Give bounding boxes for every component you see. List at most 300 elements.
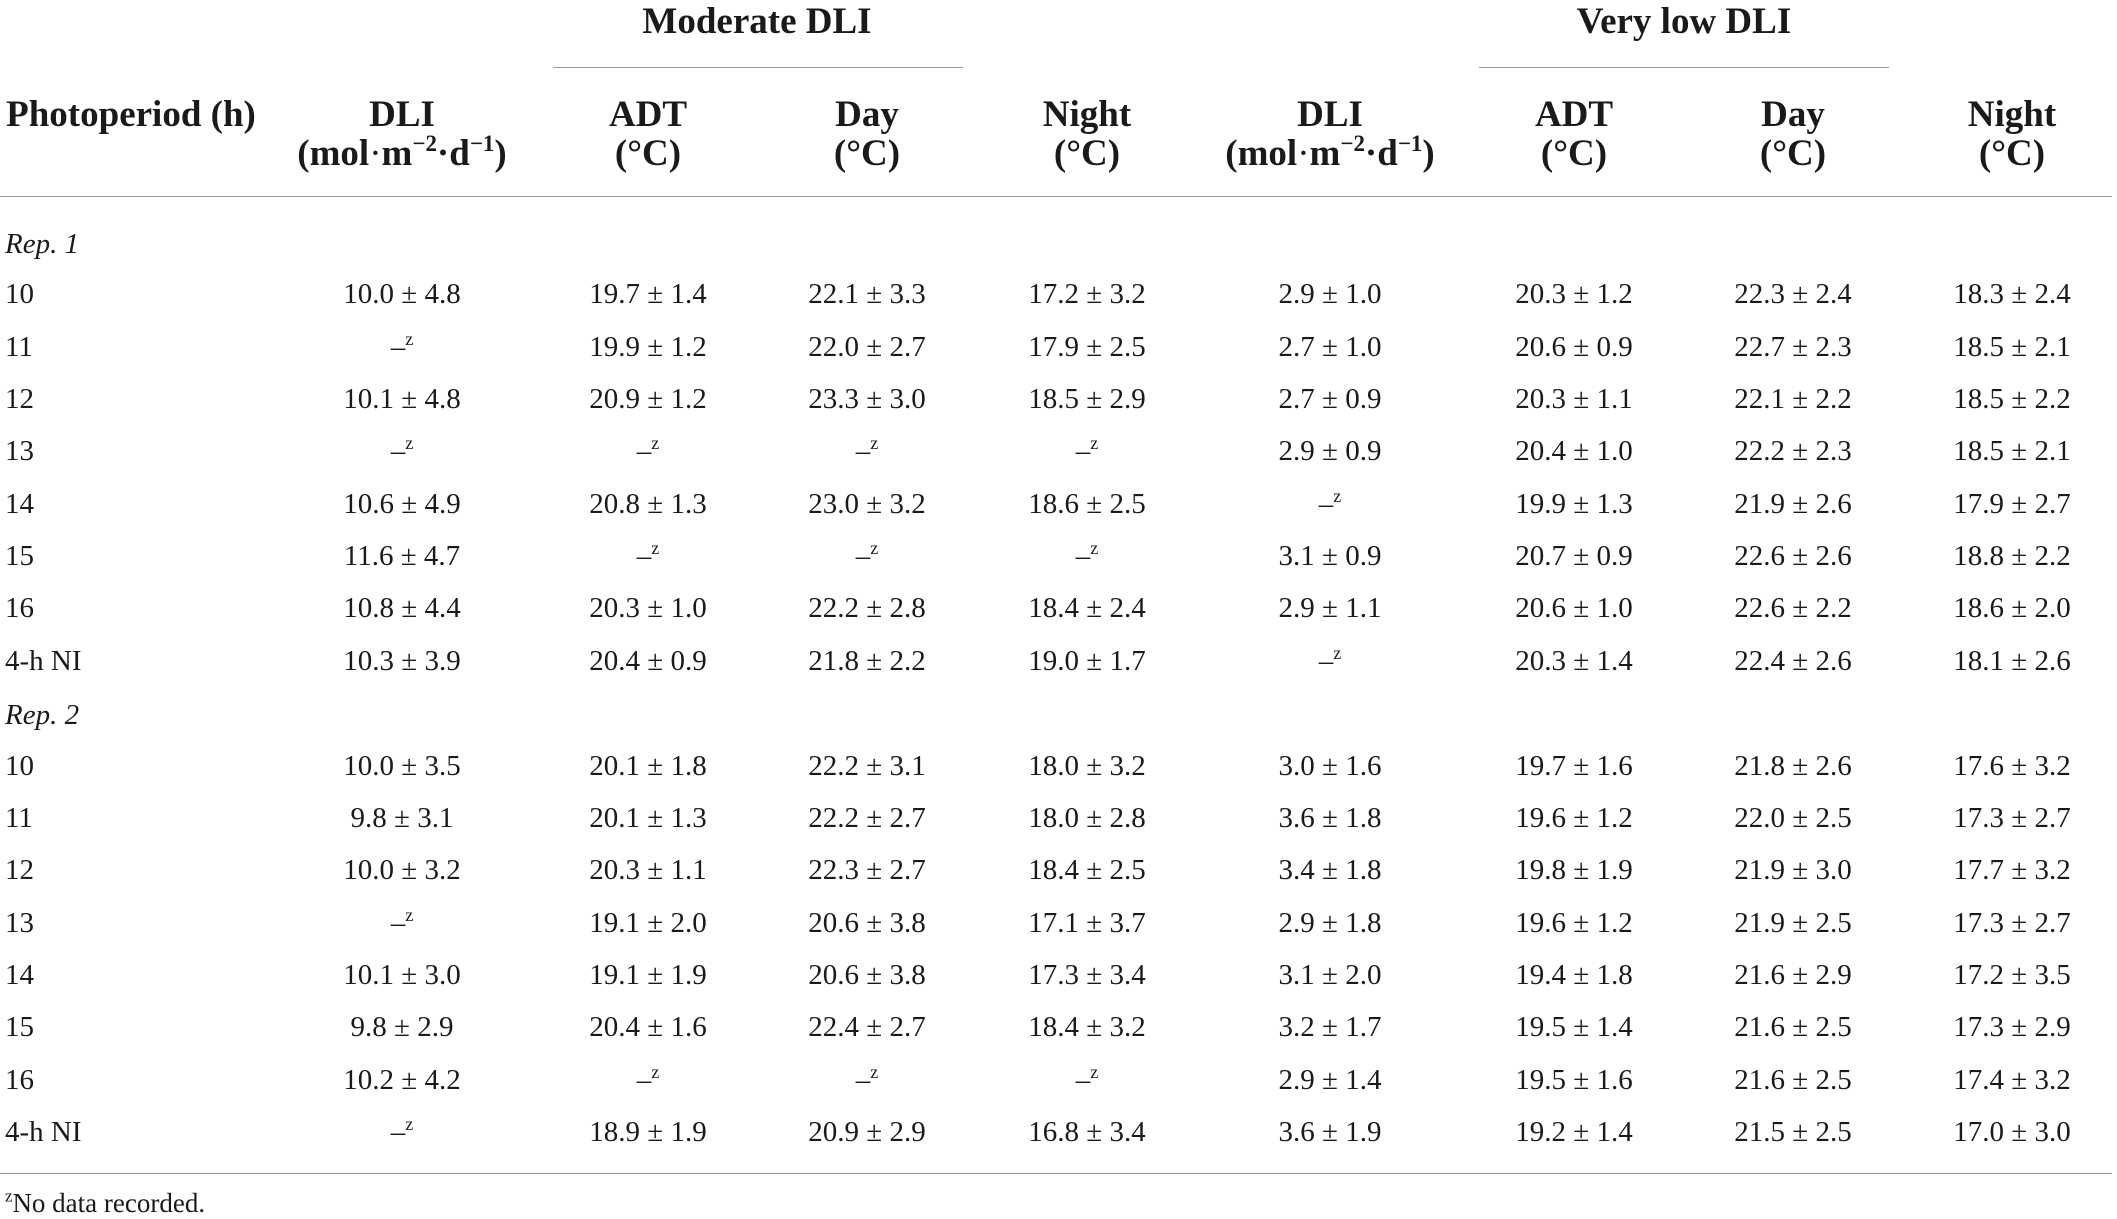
- cell-day-very-low: [1734, 437, 1851, 466]
- cell-value: 17.3 ± 2.7: [1953, 801, 2071, 834]
- section-label: Rep. 1: [5, 228, 80, 260]
- cell-dli-very-low: [1279, 594, 1382, 623]
- cell-value: 9.8 ± 2.9: [350, 1011, 454, 1044]
- cell-value: 16.8 ± 3.4: [1028, 1115, 1146, 1148]
- cell-day-moderate: [808, 958, 926, 991]
- cell-night-very-low: [1953, 437, 2070, 466]
- cell-value: 22.7 ± 2.3: [1734, 330, 1852, 363]
- cell-day-very-low: [1734, 1115, 1852, 1148]
- cell-adt-moderate: [589, 385, 706, 414]
- cell-value: 20.4 ± 0.9: [589, 644, 707, 677]
- cell-photoperiod: 14: [5, 487, 34, 520]
- cell-day-very-low: [1734, 1063, 1852, 1096]
- cell-value: 19.6 ± 1.2: [1515, 906, 1633, 939]
- col-header-night-moderate: Night (°C): [1042, 94, 1132, 174]
- cell-value: 19.2 ± 1.4: [1515, 1115, 1633, 1148]
- cell-adt-very-low: [1515, 644, 1633, 677]
- cell-day-moderate: [808, 385, 925, 414]
- cell-value: 20.9 ± 2.9: [808, 1115, 926, 1148]
- cell-adt-very-low: [1515, 749, 1633, 782]
- cell-day-moderate: [808, 280, 925, 309]
- col-header-dli-very-low: DLI $(mol\cdot m^{-2}\cdot d^{-1})$: [1225, 94, 1435, 174]
- group-rule-moderate: [553, 67, 963, 68]
- cell-dli-moderate: [343, 644, 461, 677]
- cell-dli-very-low: [1279, 542, 1382, 571]
- cell-adt-very-low: [1515, 594, 1632, 623]
- col-header-adt-very-low: ADT (°C): [1534, 94, 1614, 174]
- cell-photoperiod: 12: [5, 854, 34, 887]
- cell-night-very-low: [1953, 330, 2071, 363]
- cell-night-moderate: [1028, 749, 1146, 782]
- cell-value: –: [855, 1063, 871, 1096]
- cell-value: –: [390, 906, 406, 939]
- cell-day-moderate: [855, 1061, 879, 1096]
- cell-night-very-low: [1953, 749, 2071, 782]
- cell-value: 22.0 ± 2.7: [808, 330, 926, 363]
- col-header-day-moderate: Day (°C): [833, 94, 901, 174]
- cell-adt-moderate: [589, 1115, 707, 1148]
- cell-night-very-low: [1953, 542, 2070, 571]
- cell-value: 18.0 ± 2.8: [1028, 801, 1146, 834]
- header-rule: [0, 196, 2112, 197]
- cell-value: 18.5 ± 2.1: [1953, 330, 2071, 363]
- cell-value: 21.9 ± 3.0: [1734, 854, 1852, 887]
- cell-value: 10.8 ± 4.4: [343, 592, 461, 625]
- cell-dli-moderate: [390, 328, 414, 363]
- cell-night-moderate: [1028, 594, 1145, 623]
- cell-value: 17.4 ± 3.2: [1953, 1063, 2071, 1096]
- cell-adt-moderate: [589, 330, 707, 363]
- cell-dli-very-low: [1278, 1115, 1382, 1148]
- cell-adt-very-low: [1515, 330, 1633, 363]
- cell-value: –: [390, 330, 406, 363]
- cell-dli-very-low: [1279, 280, 1382, 309]
- cell-dli-moderate: [343, 594, 460, 623]
- cell-value: 19.1 ± 1.9: [589, 958, 707, 991]
- cell-dli-very-low: [1278, 958, 1382, 991]
- cell-value: 17.3 ± 3.4: [1028, 958, 1146, 991]
- cell-value: 18.8 ± 2.2: [1953, 540, 2071, 573]
- cell-value: 20.3 ± 1.1: [589, 854, 707, 887]
- cell-value: 17.2 ± 3.2: [1028, 278, 1146, 311]
- cell-value: 10.0 ± 3.5: [343, 749, 461, 782]
- cell-dli-moderate: [343, 385, 460, 414]
- cell-value: 10.1 ± 4.8: [343, 383, 461, 416]
- cell-adt-very-low: [1515, 1063, 1633, 1096]
- cell-value: 18.5 ± 2.2: [1953, 383, 2071, 416]
- cell-dli-very-low: [1279, 385, 1382, 414]
- cell-photoperiod: 15: [5, 540, 34, 573]
- cell-value: 18.1 ± 2.6: [1953, 644, 2071, 677]
- cell-value: 20.3 ± 1.2: [1515, 278, 1633, 311]
- cell-night-moderate: [1028, 1115, 1146, 1148]
- cell-night-very-low: [1953, 958, 2071, 991]
- cell-value: 3.6 ± 1.9: [1278, 1115, 1382, 1148]
- cell-value: 21.9 ± 2.6: [1734, 487, 1852, 520]
- cell-day-moderate: [808, 487, 926, 520]
- cell-day-very-low: [1734, 487, 1852, 520]
- cell-value: 2.7 ± 1.0: [1278, 330, 1382, 363]
- cell-value: 19.7 ± 1.6: [1515, 749, 1633, 782]
- cell-value: 22.1 ± 2.2: [1734, 383, 1852, 416]
- group-rule-very-low: [1479, 67, 1889, 68]
- cell-value: –: [1075, 540, 1091, 573]
- cell-value: 22.1 ± 3.3: [808, 278, 926, 311]
- cell-adt-very-low: [1515, 856, 1632, 885]
- cell-value: 18.5 ± 2.1: [1953, 435, 2071, 468]
- cell-value: 18.5 ± 2.9: [1028, 383, 1146, 416]
- cell-value: 23.0 ± 3.2: [808, 487, 926, 520]
- cell-night-very-low: [1953, 487, 2071, 520]
- cell-value: 22.2 ± 3.1: [808, 749, 926, 782]
- cell-adt-moderate: [589, 958, 707, 991]
- cell-value: 19.5 ± 1.4: [1515, 1011, 1633, 1044]
- cell-night-very-low: [1953, 280, 2070, 309]
- cell-adt-very-low: [1515, 958, 1633, 991]
- cell-value: 22.4 ± 2.7: [808, 1011, 926, 1044]
- col-header-adt-moderate: ADT (°C): [608, 94, 688, 174]
- cell-dli-moderate: [343, 958, 461, 991]
- cell-dli-very-low: [1278, 1063, 1382, 1096]
- cell-dli-moderate: [390, 1113, 414, 1148]
- cell-day-very-low: [1734, 542, 1851, 571]
- cell-value: 2.7 ± 0.9: [1278, 383, 1382, 416]
- nodata-marker: z: [651, 537, 660, 558]
- cell-value: 2.9 ± 1.4: [1278, 1063, 1382, 1096]
- cell-photoperiod: 10: [5, 749, 34, 782]
- cell-value: –: [1318, 487, 1334, 520]
- nodata-marker: z: [405, 433, 414, 454]
- cell-night-moderate: [1075, 433, 1099, 468]
- cell-adt-moderate: [589, 487, 707, 520]
- cell-value: 20.1 ± 1.3: [589, 801, 707, 834]
- cell-day-moderate: [808, 801, 926, 834]
- cell-day-very-low: [1734, 280, 1851, 309]
- cell-value: 20.6 ± 1.0: [1515, 592, 1633, 625]
- cell-night-moderate: [1028, 1013, 1145, 1042]
- cell-night-very-low: [1953, 385, 2070, 414]
- cell-value: 17.6 ± 3.2: [1953, 749, 2071, 782]
- cell-value: 2.9 ± 0.9: [1278, 435, 1382, 468]
- cell-value: –: [636, 540, 652, 573]
- cell-value: 17.2 ± 3.5: [1953, 958, 2071, 991]
- cell-adt-moderate: [589, 594, 706, 623]
- cell-value: 17.9 ± 2.7: [1953, 487, 2071, 520]
- cell-value: 10.2 ± 4.2: [343, 1063, 461, 1096]
- cell-adt-moderate: [589, 749, 707, 782]
- cell-value: 21.6 ± 2.5: [1734, 1011, 1852, 1044]
- cell-adt-moderate: [589, 1013, 706, 1042]
- cell-night-moderate: [1028, 958, 1146, 991]
- cell-value: 10.0 ± 3.2: [343, 854, 461, 887]
- cell-value: 22.2 ± 2.7: [808, 801, 926, 834]
- nodata-marker: z: [405, 904, 414, 925]
- cell-value: 10.3 ± 3.9: [343, 644, 461, 677]
- cell-photoperiod: 15: [5, 1011, 34, 1044]
- cell-adt-moderate: [636, 537, 660, 573]
- cell-value: 20.1 ± 1.8: [589, 749, 707, 782]
- cell-photoperiod: 13: [5, 435, 34, 468]
- cell-value: 22.3 ± 2.7: [808, 854, 926, 887]
- group-header-moderate-dli: Moderate DLI: [642, 1, 872, 42]
- cell-value: –: [390, 1115, 406, 1148]
- cell-night-moderate: [1028, 644, 1146, 677]
- cell-night-moderate: [1028, 801, 1146, 834]
- cell-value: 20.3 ± 1.0: [589, 592, 707, 625]
- cell-day-moderate: [808, 1013, 925, 1042]
- nodata-marker: z: [1090, 537, 1099, 558]
- cell-dli-moderate: [344, 542, 460, 571]
- cell-value: –: [855, 435, 871, 468]
- cell-value: 18.9 ± 1.9: [589, 1115, 707, 1148]
- cell-value: 2.9 ± 1.1: [1278, 592, 1382, 625]
- cell-value: 20.6 ± 3.8: [808, 958, 926, 991]
- cell-value: 22.6 ± 2.6: [1734, 540, 1852, 573]
- cell-value: 20.6 ± 3.8: [808, 906, 926, 939]
- cell-night-moderate: [1028, 385, 1145, 414]
- cell-adt-very-low: [1515, 280, 1632, 309]
- cell-value: 18.3 ± 2.4: [1953, 278, 2071, 311]
- cell-adt-very-low: [1515, 542, 1632, 571]
- cell-value: 20.3 ± 1.4: [1515, 644, 1633, 677]
- cell-value: 3.2 ± 1.7: [1278, 1011, 1382, 1044]
- cell-dli-very-low: [1278, 749, 1382, 782]
- cell-value: –: [390, 435, 406, 468]
- cell-value: 17.9 ± 2.5: [1028, 330, 1146, 363]
- cell-value: 18.6 ± 2.5: [1028, 487, 1146, 520]
- cell-dli-very-low: [1278, 330, 1382, 363]
- cell-day-moderate: [808, 594, 925, 623]
- cell-day-very-low: [1734, 594, 1851, 623]
- cell-dli-very-low: [1318, 642, 1342, 677]
- cell-value: 17.0 ± 3.0: [1953, 1115, 2071, 1148]
- col-header-dli-moderate: DLI $(mol\cdot m^{-2}\cdot d^{-1})$: [297, 94, 507, 174]
- cell-night-moderate: [1028, 856, 1145, 885]
- cell-photoperiod: 16: [5, 1063, 34, 1096]
- cell-dli-very-low: [1318, 485, 1342, 520]
- cell-day-moderate: [808, 330, 926, 363]
- cell-dli-moderate: [390, 433, 414, 468]
- cell-value: 19.7 ± 1.4: [589, 278, 707, 311]
- cell-value: 20.8 ± 1.3: [589, 487, 707, 520]
- cell-adt-very-low: [1515, 1013, 1632, 1042]
- nodata-marker: z: [870, 433, 879, 454]
- cell-value: 10.1 ± 3.0: [343, 958, 461, 991]
- table-bottom-rule: [0, 1173, 2112, 1174]
- cell-dli-moderate: [390, 904, 414, 939]
- cell-day-very-low: [1734, 644, 1852, 677]
- cell-value: 19.9 ± 1.3: [1515, 487, 1633, 520]
- cell-adt-moderate: [636, 433, 660, 468]
- group-header-very-low-dli: Very low DLI: [1576, 1, 1792, 42]
- nodata-marker: z: [870, 537, 879, 558]
- cell-value: –: [636, 435, 652, 468]
- cell-night-very-low: [1953, 1115, 2071, 1148]
- cell-adt-moderate: [589, 801, 707, 834]
- cell-dli-moderate: [343, 856, 460, 885]
- col-header-night-very-low: Night (°C): [1967, 94, 2057, 174]
- cell-adt-moderate: [589, 280, 706, 309]
- nodata-marker: z: [1090, 433, 1099, 454]
- footnote-marker: z: [5, 1186, 13, 1206]
- cell-value: –: [855, 540, 871, 573]
- cell-value: 3.0 ± 1.6: [1278, 749, 1382, 782]
- cell-value: 19.6 ± 1.2: [1515, 801, 1633, 834]
- cell-value: 17.3 ± 2.7: [1953, 906, 2071, 939]
- cell-value: 18.4 ± 2.4: [1028, 592, 1146, 625]
- cell-day-moderate: [808, 644, 926, 677]
- cell-dli-moderate: [351, 1013, 454, 1042]
- cell-value: 22.2 ± 2.8: [808, 592, 926, 625]
- cell-value: 17.1 ± 3.7: [1028, 906, 1146, 939]
- cell-night-moderate: [1075, 537, 1099, 573]
- cell-dli-moderate: [343, 1063, 461, 1096]
- cell-adt-very-low: [1515, 487, 1633, 520]
- cell-day-very-low: [1734, 906, 1852, 939]
- cell-value: 21.8 ± 2.6: [1734, 749, 1852, 782]
- cell-value: 19.9 ± 1.2: [589, 330, 707, 363]
- cell-adt-very-low: [1515, 385, 1632, 414]
- cell-value: 22.0 ± 2.5: [1734, 801, 1852, 834]
- cell-dli-moderate: [343, 487, 461, 520]
- cell-value: 11.6 ± 4.7: [343, 540, 461, 573]
- col-header-photoperiod: Photoperiod (h): [6, 94, 256, 135]
- cell-night-moderate: [1028, 906, 1146, 939]
- cell-photoperiod: 4-h NI: [5, 644, 82, 677]
- cell-dli-very-low: [1279, 1013, 1382, 1042]
- cell-value: 21.6 ± 2.5: [1734, 1063, 1852, 1096]
- nodata-marker: z: [405, 328, 414, 349]
- cell-value: 21.8 ± 2.2: [808, 644, 926, 677]
- nodata-marker: z: [651, 433, 660, 454]
- cell-night-very-low: [1953, 906, 2071, 939]
- cell-value: 19.1 ± 2.0: [589, 906, 707, 939]
- cell-photoperiod: 4-h NI: [5, 1115, 82, 1148]
- cell-value: –: [636, 1063, 652, 1096]
- cell-day-very-low: [1734, 958, 1852, 991]
- cell-adt-very-low: [1515, 1115, 1633, 1148]
- cell-dli-very-low: [1279, 437, 1382, 466]
- cell-dli-very-low: [1278, 906, 1382, 939]
- cell-value: 3.4 ± 1.8: [1278, 854, 1382, 887]
- cell-day-very-low: [1734, 1013, 1851, 1042]
- cell-value: 20.6 ± 0.9: [1515, 330, 1633, 363]
- cell-value: 20.4 ± 1.6: [589, 1011, 707, 1044]
- col-header-day-very-low: Day (°C): [1759, 94, 1827, 174]
- cell-value: 18.4 ± 3.2: [1028, 1011, 1146, 1044]
- cell-adt-moderate: [589, 644, 707, 677]
- cell-value: 23.3 ± 3.0: [808, 383, 926, 416]
- cell-dli-moderate: [343, 280, 460, 309]
- cell-value: –: [1075, 1063, 1091, 1096]
- cell-dli-moderate: [350, 801, 454, 834]
- cell-value: 17.3 ± 2.9: [1953, 1011, 2071, 1044]
- cell-value: 22.6 ± 2.2: [1734, 592, 1852, 625]
- cell-value: 22.3 ± 2.4: [1734, 278, 1852, 311]
- cell-photoperiod: 16: [5, 592, 34, 625]
- cell-value: 3.6 ± 1.8: [1278, 801, 1382, 834]
- cell-adt-very-low: [1515, 906, 1633, 939]
- cell-photoperiod: 13: [5, 906, 34, 939]
- cell-day-moderate: [855, 433, 879, 468]
- cell-adt-very-low: [1515, 437, 1632, 466]
- cell-day-very-low: [1734, 330, 1852, 363]
- cell-value: 17.7 ± 3.2: [1953, 854, 2071, 887]
- cell-day-very-low: [1734, 385, 1851, 414]
- cell-night-very-low: [1953, 594, 2070, 623]
- cell-dli-moderate: [343, 749, 461, 782]
- cell-day-moderate: [808, 856, 925, 885]
- cell-value: 20.3 ± 1.1: [1515, 383, 1633, 416]
- cell-value: 19.8 ± 1.9: [1515, 854, 1633, 887]
- cell-value: 2.9 ± 1.8: [1278, 906, 1382, 939]
- cell-photoperiod: 14: [5, 958, 34, 991]
- cell-night-very-low: [1953, 1063, 2071, 1096]
- cell-night-very-low: [1953, 801, 2071, 834]
- cell-day-very-low: [1734, 801, 1852, 834]
- nodata-marker: z: [405, 1113, 414, 1134]
- cell-value: –: [1318, 644, 1334, 677]
- cell-day-very-low: [1734, 856, 1851, 885]
- cell-value: 19.4 ± 1.8: [1515, 958, 1633, 991]
- cell-value: 20.7 ± 0.9: [1515, 540, 1633, 573]
- cell-value: 21.9 ± 2.5: [1734, 906, 1852, 939]
- cell-value: 22.4 ± 2.6: [1734, 644, 1852, 677]
- cell-dli-very-low: [1279, 856, 1382, 885]
- cell-day-moderate: [855, 537, 879, 573]
- cell-value: 10.0 ± 4.8: [343, 278, 461, 311]
- cell-value: 21.5 ± 2.5: [1734, 1115, 1852, 1148]
- cell-night-very-low: [1953, 644, 2071, 677]
- cell-night-moderate: [1075, 1061, 1099, 1096]
- nodata-marker: z: [1333, 485, 1342, 506]
- cell-night-very-low: [1953, 856, 2070, 885]
- cell-day-very-low: [1734, 749, 1852, 782]
- cell-night-very-low: [1953, 1013, 2070, 1042]
- nodata-marker: z: [1090, 1061, 1099, 1082]
- cell-day-moderate: [808, 749, 926, 782]
- cell-photoperiod: 11: [5, 801, 33, 834]
- section-label: Rep. 2: [5, 699, 80, 732]
- cell-adt-moderate: [589, 906, 707, 939]
- cell-value: 9.8 ± 3.1: [350, 801, 454, 834]
- cell-value: 22.2 ± 2.3: [1734, 435, 1852, 468]
- cell-value: 18.4 ± 2.5: [1028, 854, 1146, 887]
- cell-night-moderate: [1028, 280, 1145, 309]
- cell-night-moderate: [1028, 330, 1146, 363]
- cell-value: 3.1 ± 0.9: [1278, 540, 1382, 573]
- nodata-marker: z: [1333, 642, 1342, 663]
- cell-value: 10.6 ± 4.9: [343, 487, 461, 520]
- cell-adt-very-low: [1515, 801, 1633, 834]
- cell-night-moderate: [1028, 487, 1146, 520]
- nodata-marker: z: [651, 1061, 660, 1082]
- cell-value: 18.0 ± 3.2: [1028, 749, 1146, 782]
- cell-value: 21.6 ± 2.9: [1734, 958, 1852, 991]
- cell-value: 19.0 ± 1.7: [1028, 644, 1146, 677]
- cell-photoperiod: 11: [5, 330, 33, 363]
- footnote: [5, 1188, 205, 1219]
- cell-value: 20.4 ± 1.0: [1515, 435, 1633, 468]
- cell-photoperiod: 12: [5, 383, 34, 416]
- cell-value: 20.9 ± 1.2: [589, 383, 707, 416]
- cell-value: 18.6 ± 2.0: [1953, 592, 2071, 625]
- cell-adt-moderate: [636, 1061, 660, 1096]
- cell-value: 19.5 ± 1.6: [1515, 1063, 1633, 1096]
- cell-value: 3.1 ± 2.0: [1278, 958, 1382, 991]
- cell-day-moderate: [808, 906, 926, 939]
- cell-dli-very-low: [1278, 801, 1382, 834]
